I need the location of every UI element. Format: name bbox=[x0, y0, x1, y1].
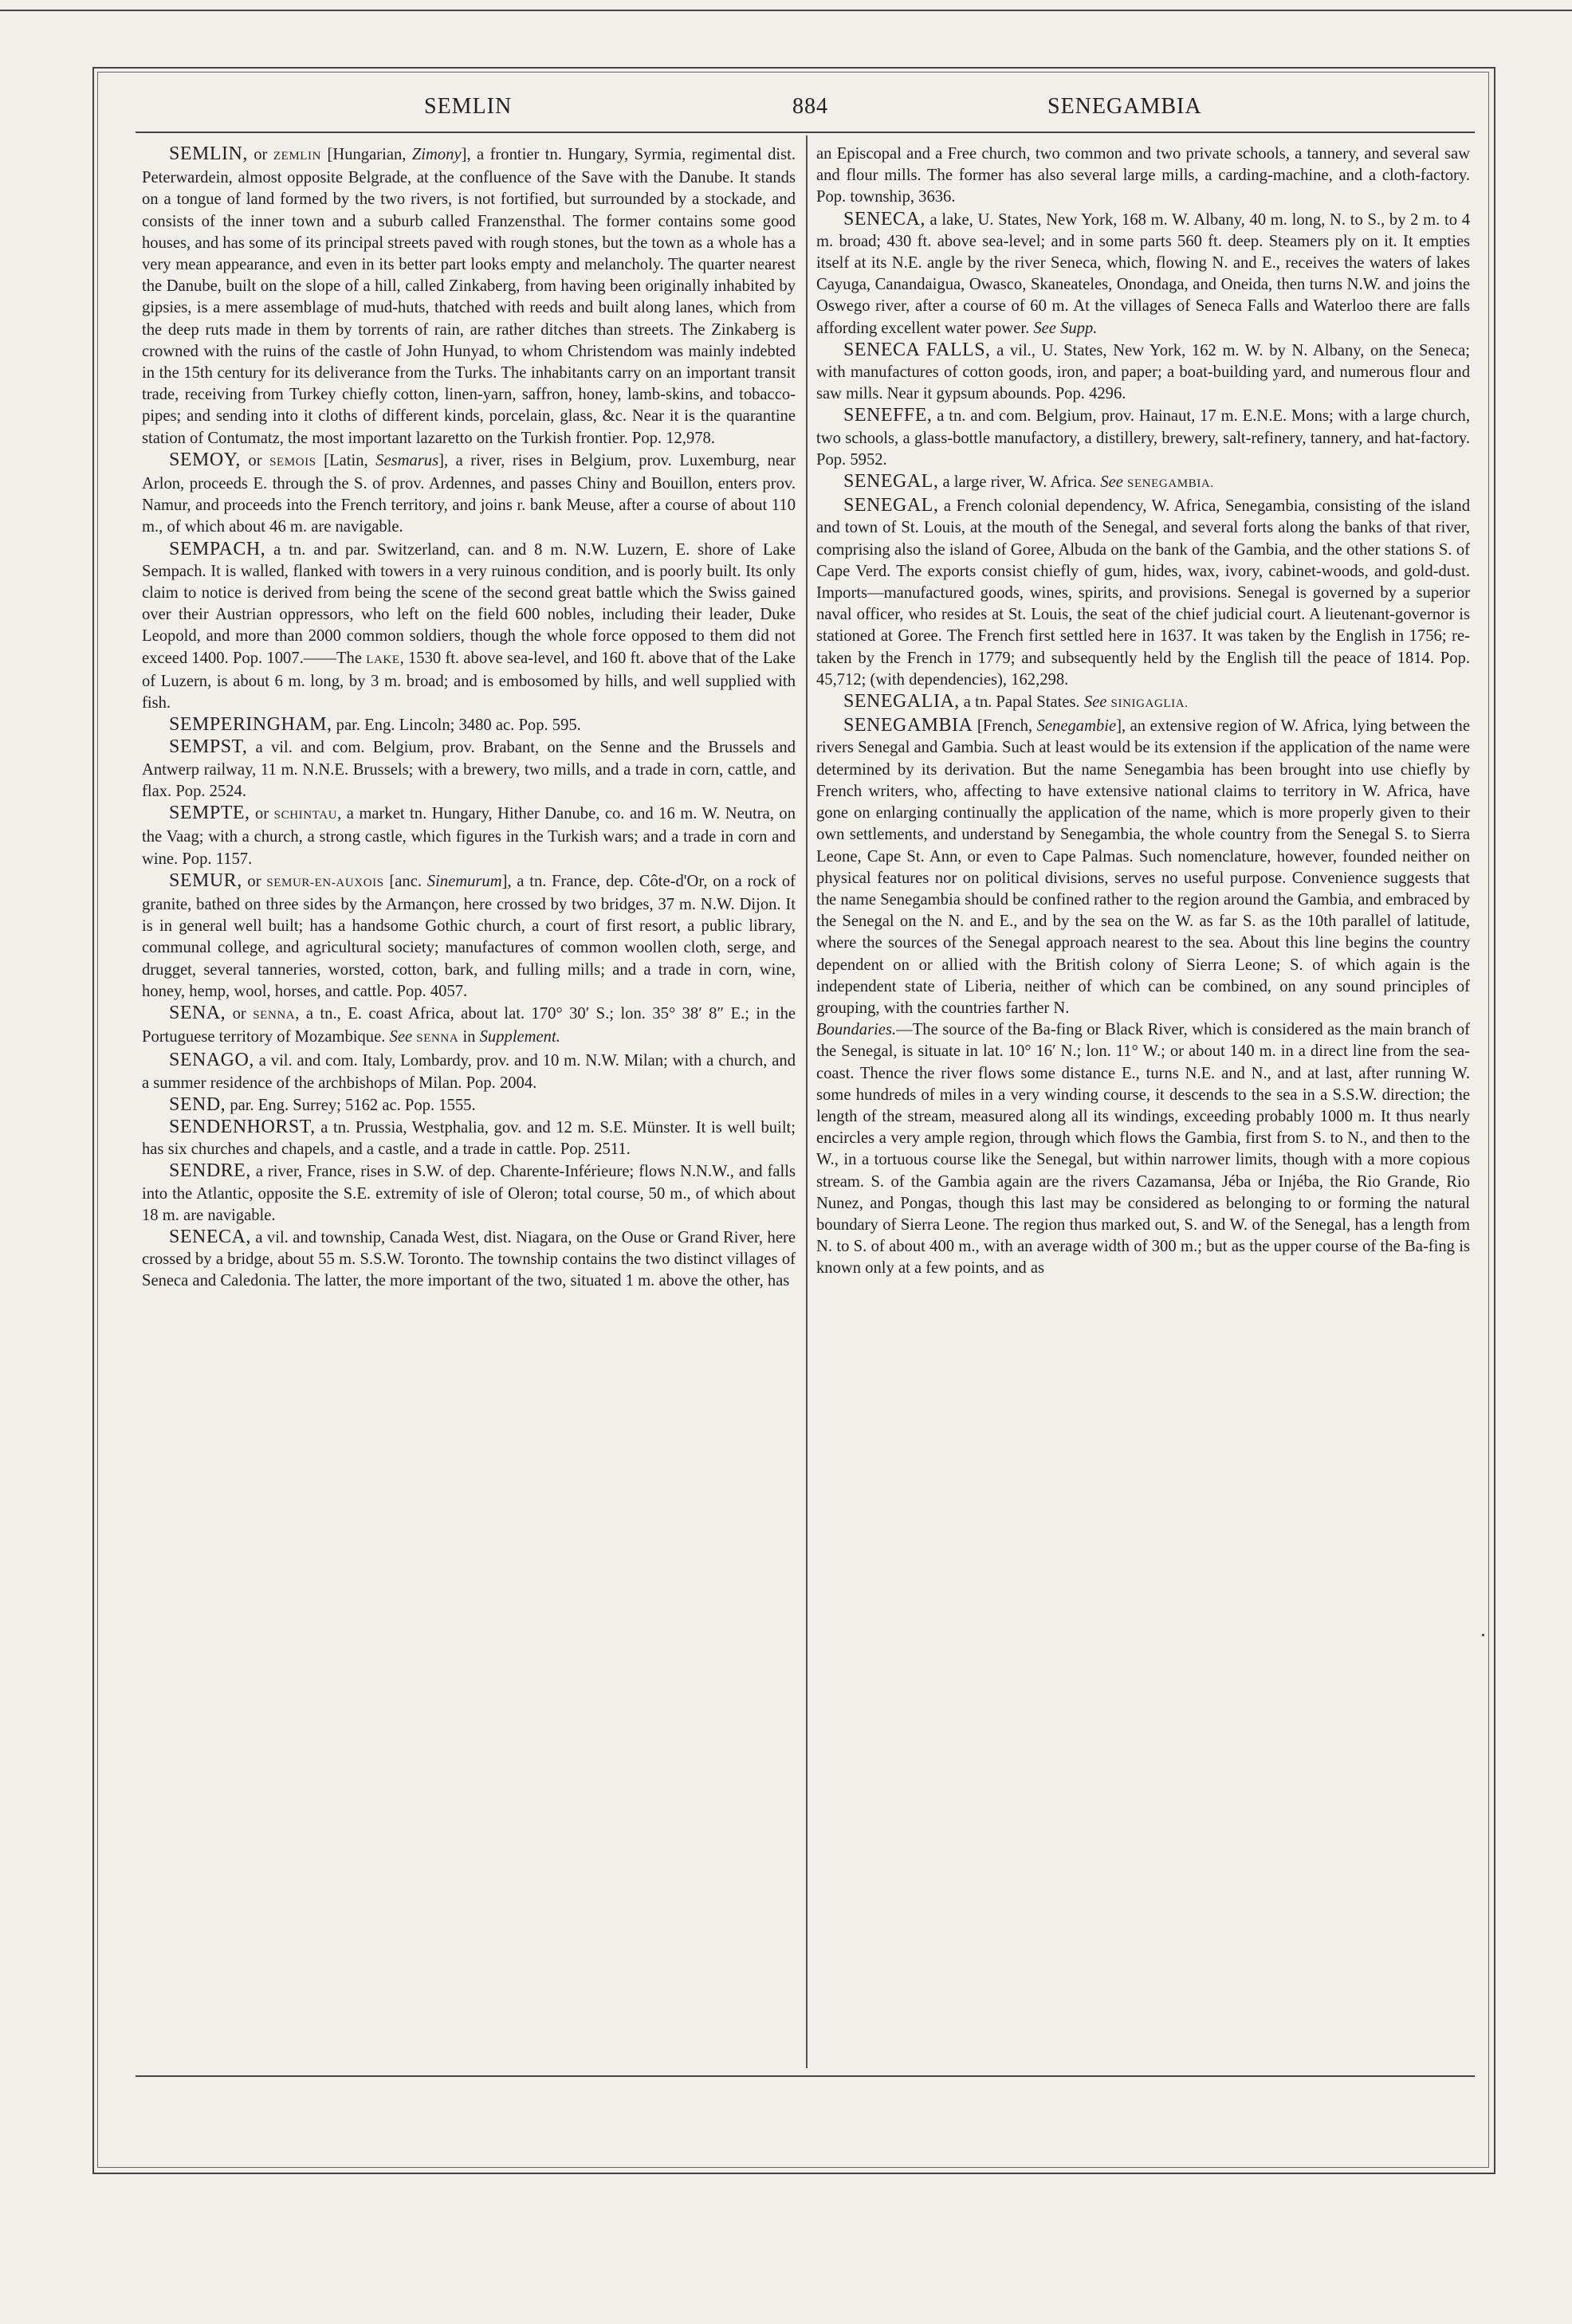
small-caps-text: LAKE bbox=[366, 653, 400, 666]
small-caps-text: SINIGAGLIA. bbox=[1110, 697, 1189, 711]
gazetteer-entry bbox=[142, 1227, 796, 1293]
entry-headword: SEMUR, bbox=[169, 870, 242, 891]
entry-text: an Episcopal and a Free church, two common and two private schools, a tannery, and several saw and flour mills. The former has also several large mills, a carding-machine, and a cloth-factory. Pop. township, 3636. bbox=[816, 145, 1470, 206]
small-caps-text: ZEMLIN bbox=[273, 150, 322, 163]
bottom-rule bbox=[136, 2075, 1475, 2077]
entry-text: a tn. Prussia, Westphalia, gov. and 12 m. S.E. Münster. It is well built; has six churches and chapels, and a castle, and a trade in cattle. Pop. 2511. bbox=[142, 1118, 796, 1159]
entry-text: —The source of the Ba-fing or Black River, which is considered as the main branch of the Senegal, is situate in lat. 10° 16′ N.; lon. 11° W.; or about 140 m. in a direct line from the sea-coast. Thence the river flows some distance E., turns N.E. and N., and at last, after running W. some hundreds of miles in a very winding course, it descends to the sea in a S.S.W. direction; the length of the stream, measured along all its windings, exceeding probably 1000 m. It thus nearly encircles a very ample region, through which flows the Gambia, first from S. to N., and then to the W., in a tortuous course like the Senegal, but within narrower limits, though with a more copious stream. S. of the Gambia again are the rivers Cazamansa, Jéba or Injéba, the Rio Grande, Rio Nunez, and Pongas, though this last may be considered as belonging to or forming the natural boundary of Sierra Leone. The region thus marked out, S. and W. of the Senegal, has a length from N. to S. of about 400 m., with an average width of 300 m.; but as the upper course of the Ba-fing is known only at a few points, and as bbox=[816, 1021, 1470, 1278]
italic-text: Supplement. bbox=[479, 1028, 560, 1046]
entry-text: [Latin, bbox=[316, 451, 376, 469]
entry-text: or bbox=[226, 1004, 253, 1023]
italic-text: Senegambie bbox=[1036, 717, 1117, 736]
entry-headword: SENDENHORST, bbox=[169, 1116, 316, 1137]
small-caps-text: SEMUR-EN-AUXOIS bbox=[266, 876, 384, 889]
right-column bbox=[816, 143, 1470, 1280]
entry-text: , a market tn. Hungary, Hither Danube, co. and 16 m. W. Neutra, on the Vaag; with a church, a strong castle, which figures in the Turkish wars; and a trade in corn and wine. Pop. 1157. bbox=[142, 805, 796, 868]
gazetteer-entry bbox=[142, 1160, 796, 1227]
italic-text: Zimony bbox=[411, 146, 462, 163]
entry-text: a lake, U. States, New York, 168 m. W. Albany, 40 m. long, N. to S., by 2 m. to 4 m. broad; 430 ft. above sea-level; and in some parts 560 ft. deep. Steamers ply on it. It empties itself at its N.E. angle by the river Seneca, which, flowing N. and E., receives the waters of lakes Cayuga, Canandaigua, Owasco, Skaneateles, Onondaga, and Oneida, then turns N.W. and joins the Oswego river, after a course of 60 m. At the villages of Seneca Falls and Waterloo there are falls affording excellent water power. bbox=[816, 210, 1470, 337]
entry-text: or bbox=[242, 872, 267, 890]
gazetteer-entry bbox=[142, 539, 796, 715]
entry-text: a vil. and com. Belgium, prov. Brabant, on the Senne and the Brussels and Antwerp railway, 11 m. N.N.E. Brussels; with a brewery, two mills, and a trade in corn, cattle, and flax. Pop. 2524. bbox=[142, 739, 796, 800]
entry-text: a large river, W. Africa. bbox=[938, 473, 1101, 492]
entry-text: , 1530 ft. above sea-level, and 160 ft. above that of the Lake of Luzern, is about 6 m. long, by 3 m. broad; and is embosomed by hills, and well supplied with fish. bbox=[142, 649, 796, 713]
entry-headword: SENEGAMBIA bbox=[843, 715, 973, 736]
entry-text: , a tn., E. coast Africa, about lat. 170° 30′ S.; lon. 35° 38′ 8″ E.; in the Portuguese territory of Mozambique. bbox=[142, 1004, 796, 1046]
entry-text: par. Eng. Surrey; 5162 ac. Pop. 1555. bbox=[226, 1096, 476, 1114]
gazetteer-entry bbox=[142, 736, 796, 803]
gazetteer-entry bbox=[816, 405, 1470, 471]
small-caps-text: SCHINTAU bbox=[273, 809, 338, 822]
gazetteer-entry bbox=[142, 870, 796, 1003]
entry-headword: SENECA, bbox=[843, 208, 926, 230]
italic-text: Boundaries. bbox=[816, 1021, 897, 1039]
italic-text: See bbox=[1083, 693, 1111, 712]
gazetteer-entry bbox=[816, 691, 1470, 715]
gazetteer-entry bbox=[142, 803, 796, 870]
gazetteer-entry bbox=[816, 1019, 1470, 1279]
italic-text: Sinemurum bbox=[426, 872, 502, 890]
entry-headword: SEMLIN, bbox=[169, 143, 248, 164]
entry-headword: SENEFFE, bbox=[843, 405, 933, 426]
gazetteer-entry bbox=[816, 471, 1470, 495]
margin-speck bbox=[1482, 1634, 1484, 1636]
entry-headword: SENECA, bbox=[169, 1226, 251, 1247]
small-caps-text: SENNA bbox=[253, 1008, 296, 1022]
entry-text: par. Eng. Lincoln; 3480 ac. Pop. 595. bbox=[332, 716, 581, 735]
left-column bbox=[142, 143, 796, 1293]
gazetteer-entry bbox=[142, 1117, 796, 1160]
gazetteer-entry bbox=[816, 495, 1470, 691]
entry-headword: SEMPACH, bbox=[169, 538, 266, 559]
entry-text: or bbox=[247, 146, 273, 163]
entry-headword: SENEGAL, bbox=[843, 471, 939, 493]
gazetteer-entry bbox=[142, 449, 796, 539]
entry-headword: SENAGO, bbox=[169, 1050, 254, 1071]
italic-text: See bbox=[1100, 473, 1128, 492]
header-right-word: SENEGAMBIA bbox=[1047, 94, 1202, 119]
header-rule bbox=[136, 132, 1475, 133]
entry-text: a vil. and com. Italy, Lombardy, prov. and 10 m. N.W. Milan; with a church, and a summer residence of the archbishops of Milan. Pop. 2004. bbox=[142, 1052, 796, 1092]
entry-headword: SEMOY, bbox=[169, 449, 241, 470]
entry-headword: SENEGAL, bbox=[843, 495, 939, 516]
gazetteer-entry bbox=[816, 143, 1470, 209]
entry-text: [French, bbox=[973, 717, 1037, 736]
entry-text: ], a frontier tn. Hungary, Syrmia, regimental dist. Peterwardein, almost opposite Belgrade, at the confluence of the Save with the Danube. It stands on a tongue of land formed by the two rivers, is not fortified, but surrounded by a stockade, and consists of the inner town and a suburb called Franzensthal. The former contains some good houses, and has some of its principal streets paved with rough stones, but the town as a whole has a very mean appearance, and even in its better part looks empty and melancholy. The quarter nearest the Danube, built on the slope of a hill, called Zinkaberg, from having been originally inhabited by gipsies, is a mere assemblage of mud-huts, thatched with reeds and built along lanes, which from the deep ruts made in them by torrents of rain, are rather ditches than streets. The Zinkaberg is crowned with the ruins of the castle of John Hunyad, to whom Christendom was mainly indebted in the 15th century for its deliverance from the Turks. The inhabitants carry on an important transit trade, receiving from Turkey chiefly cotton, linen-yarn, saffron, honey, lamb-skins, and tobacco-pipes; and sending into it cloths of different kinds, porcelain, glass, &c. Near it is the quarantine station of Contumatz, the most important lazaretto on the Turkish frontier. Pop. 12,978. bbox=[142, 146, 796, 447]
entry-headword: SEMPTE, bbox=[169, 803, 250, 824]
entry-text: or bbox=[250, 805, 274, 823]
header-left-word: SEMLIN bbox=[424, 94, 513, 119]
entry-text: or bbox=[240, 451, 270, 469]
entry-text: a tn. and com. Belgium, prov. Hainaut, 17 m. E.N.E. Mons; with a large church, two schools, a glass-bottle manufactory, a distillery, brewery, salt-refinery, tannery, and hat-factory. Pop. 5952. bbox=[816, 407, 1470, 469]
gazetteer-entry bbox=[142, 1050, 796, 1093]
entry-text: [anc. bbox=[383, 872, 427, 890]
gazetteer-entry bbox=[142, 1094, 796, 1117]
entry-text: ], a river, rises in Belgium, prov. Luxemburg, near Arlon, proceeds E. through the S. of prov. Ardennes, and passes Chiny and Bouillon, enters prov. Namur, and proceeds into the French territory, and joins r. bank Meuse, after a course of about 110 m., of which about 46 m. are navigable. bbox=[142, 451, 796, 536]
entry-headword: SEND, bbox=[169, 1093, 226, 1115]
gazetteer-entry bbox=[142, 143, 796, 449]
entry-text: ], an extensive region of W. Africa, lying between the rivers Senegal and Gambia. Such at least would be its extension if the application of the name were determined by its derivation. But the name Senegambia has been brought into use chiefly by French writers, who, affecting to have extensive national claims to territory in W. Africa, have gone on enlarging continually the application of the name, which is more properly given to their own settlements, and understand by Senegambia, the whole country from the Senegal S. to Sierra Leone, Cape St. Ann, or even to Cape Palmas. Such nomenclature, however, founded neither on physical features nor on political divisions, serves no useful purpose. Convenience suggests that the name Senegambia should be confined rather to the region around the Gambia, and embraced by the Senegal on the N. and E., and by the sea on the W. as far S. as the 10th parallel of latitude, where the sources of the Senegal approach nearest to the sea. About this line begins the country dependent on or allied with the British colony of Sierra Leone; S. of which again is the independent state of Liberia, neither of which can be combined, on any sound principles of grouping, with the countries farther N. bbox=[816, 717, 1470, 1017]
entry-text: a French colonial dependency, W. Africa, Senegambia, consisting of the island and town of St. Louis, at the mouth of the Senegal, and several forts along the banks of that river, comprising also the island of Goree, Albuda on the bank of the Gambia, and the other stations S. of Cape Verd. The exports consist chiefly of gum, hides, wax, ivory, cabinet-woods, and gold-dust. Imports—manufactured goods, wines, spirits, and provisions. Senegal is governed by a superior naval officer, who resides at St. Louis, the seat of the chief judicial court. A lieutenant-governor is stationed at Goree. The French first settled here in 1637. It was taken by the English in 1756; re-taken by the French in 1779; and subsequently held by the English till the peace of 1814. Pop. 45,712; (with dependencies), 162,298. bbox=[816, 497, 1470, 689]
entry-headword: SENECA FALLS, bbox=[843, 339, 991, 360]
entry-text: a vil. and township, Canada West, dist. Niagara, on the Ouse or Grand River, here crossed by a bridge, about 55 m. S.S.W. Toronto. The township contains the two distinct villages of Seneca and Caledonia. The latter, the more important of the two, situated 1 m. above the other, has bbox=[142, 1228, 796, 1290]
page-number: 884 bbox=[792, 94, 828, 119]
entry-headword: SENA, bbox=[169, 1002, 226, 1023]
gazetteer-entry bbox=[816, 340, 1470, 406]
small-caps-text: SENNA bbox=[416, 1032, 459, 1046]
entry-text: a tn. and par. Switzerland, can. and 8 m. N.W. Luzern, E. shore of Lake Sempach. It is walled, flanked with towers in a very ruinous condition, and is poorly built. Its only claim to notice is derived from being the scene of the second great battle which the Swiss gained over their Austrian oppressors, who left on the field 600 nobles, including their leader, Duke Leopold, and more than 2000 common soldiers, though the whole force opposed to them did not exceed 1400. Pop. 1007.——The bbox=[142, 540, 796, 667]
entry-headword: SEMPERINGHAM, bbox=[169, 714, 332, 736]
entry-text: a tn. Papal States. bbox=[959, 693, 1084, 712]
entry-headword: SEMPST, bbox=[169, 736, 248, 758]
gazetteer-entry bbox=[816, 209, 1470, 340]
italic-text: See Supp. bbox=[1033, 319, 1098, 337]
entry-text: [Hungarian, bbox=[321, 146, 412, 163]
gazetteer-entry bbox=[142, 714, 796, 736]
entry-text: in bbox=[458, 1028, 480, 1046]
entry-text: a vil., U. States, New York, 162 m. W. by N. Albany, on the Seneca; with manufactures of cotton goods, iron, and paper; a boat-building yard, and numerous flour and saw mills. Near it gypsum abounds. Pop. 4296. bbox=[816, 341, 1470, 403]
column-divider bbox=[806, 135, 808, 2068]
gazetteer-entry bbox=[816, 715, 1470, 1019]
italic-text: Sesmarus bbox=[375, 451, 439, 469]
small-caps-text: SENEGAMBIA. bbox=[1127, 477, 1214, 491]
gazetteer-entry bbox=[142, 1003, 796, 1050]
entry-text: ], a tn. France, dep. Côte-d'Or, on a rock of granite, bathed on three sides by the Armançon, here crossed by two bridges, 37 m. N.W. Dijon. It is in general well built; has a handsome Gothic church, a court of first resort, a public library, communal college, and agricultural society; manufactures of common woollen cloth, serge, and drugget, several tanneries, worsted, cotton, bark, and fulling mills; and a trade in corn, wine, honey, hemp, wool, horses, and cattle. Pop. 4057. bbox=[142, 872, 796, 1000]
running-header bbox=[128, 94, 1467, 126]
entry-headword: SENDRE, bbox=[169, 1160, 251, 1182]
scan-edge-line bbox=[0, 10, 1572, 11]
small-caps-text: SEMOIS bbox=[269, 455, 316, 469]
italic-text: See bbox=[389, 1028, 417, 1046]
entry-headword: SENEGALIA, bbox=[843, 691, 960, 713]
entry-text: a river, France, rises in S.W. of dep. Charente-Inférieure; flows N.N.W., and falls into the Atlantic, opposite the S.E. extremity of isle of Oleron; total course, 50 m., of which about 18 m. are navigable. bbox=[142, 1163, 796, 1224]
